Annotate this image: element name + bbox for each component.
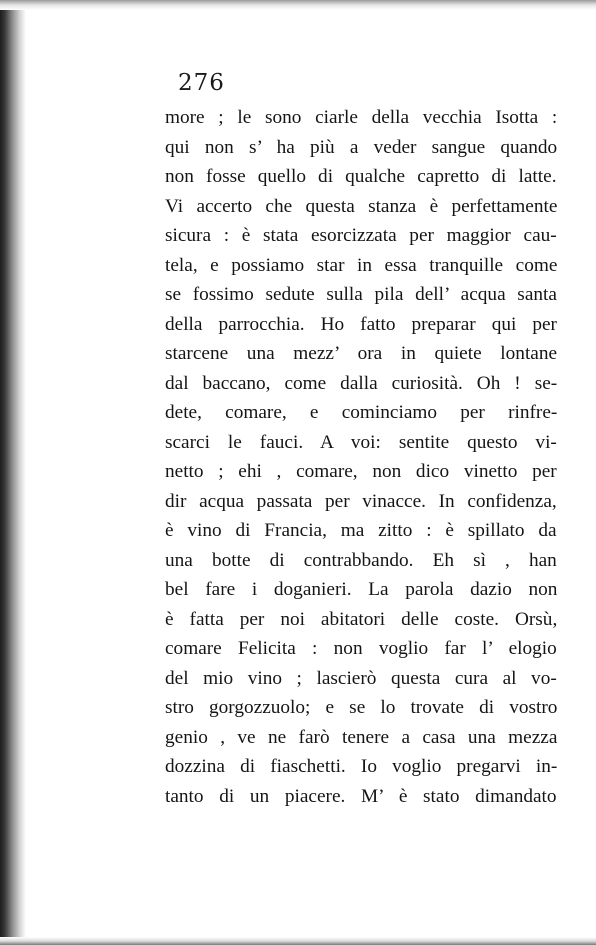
text-line: dir acqua passata per vinacce. In confidenza,	[165, 490, 557, 512]
text-line: è vino di Francia, ma zitto : è spillato da	[165, 520, 557, 541]
text-line: starcene una mezz’ ora in quiete lontane	[165, 343, 558, 364]
text-line: comare Felicita : non voglio far l’ elogio	[165, 638, 557, 659]
text-line: netto ; ehi , comare, non dico vinetto per	[165, 461, 557, 482]
text-line: bel fare i doganieri. La parola dazio non	[165, 579, 558, 600]
text-line: dal baccano, come dalla curiosità. Oh ! se-	[165, 372, 558, 394]
page-number: 276	[178, 70, 225, 96]
text-line: non fosse quello di qualche capretto di latte.	[165, 166, 557, 187]
text-line: sicura : è stata esorcizzata per maggior cau-	[165, 225, 557, 246]
text-line: Vi accerto che questa stanza è perfettamente	[165, 195, 558, 217]
text-line: se fossimo sedute sulla pila dell’ acqua santa	[165, 284, 557, 305]
text-line: stro gorgozzuolo; e se lo trovate di vostro	[165, 697, 558, 718]
text-line: qui non s’ ha più a veder sangue quando	[165, 136, 558, 158]
text-line: del mio vino ; lascierò questa cura al vo-	[165, 667, 557, 689]
text-line: genio , ve ne farò tenere a casa una mezza	[165, 726, 558, 748]
text-line: more ; le sono ciarle della vecchia Isotta :	[165, 107, 558, 128]
text-line: scarci le fauci. A voi: sentite questo vi-	[165, 431, 557, 453]
text-line: della parrocchia. Ho fatto preparar qui per	[165, 313, 557, 335]
text-line: tela, e possiamo star in essa tranquille come	[165, 254, 558, 276]
top-edge-shadow	[0, 0, 596, 10]
text-line: tanto di un piacere. M’ è stato dimandato	[165, 785, 557, 807]
text-line: dete, comare, e cominciamo per rinfre-	[165, 402, 558, 423]
body-text	[165, 103, 557, 811]
text-line: una botte di contrabbando. Eh sì , han	[165, 549, 557, 571]
text-line: dozzina di fiaschetti. Io voglio pregarvi in-	[165, 756, 558, 777]
text-line: è fatta per noi abitatori delle coste. Orsù,	[165, 608, 558, 630]
bottom-edge-shadow	[0, 937, 596, 945]
binding-shadow	[0, 0, 26, 945]
